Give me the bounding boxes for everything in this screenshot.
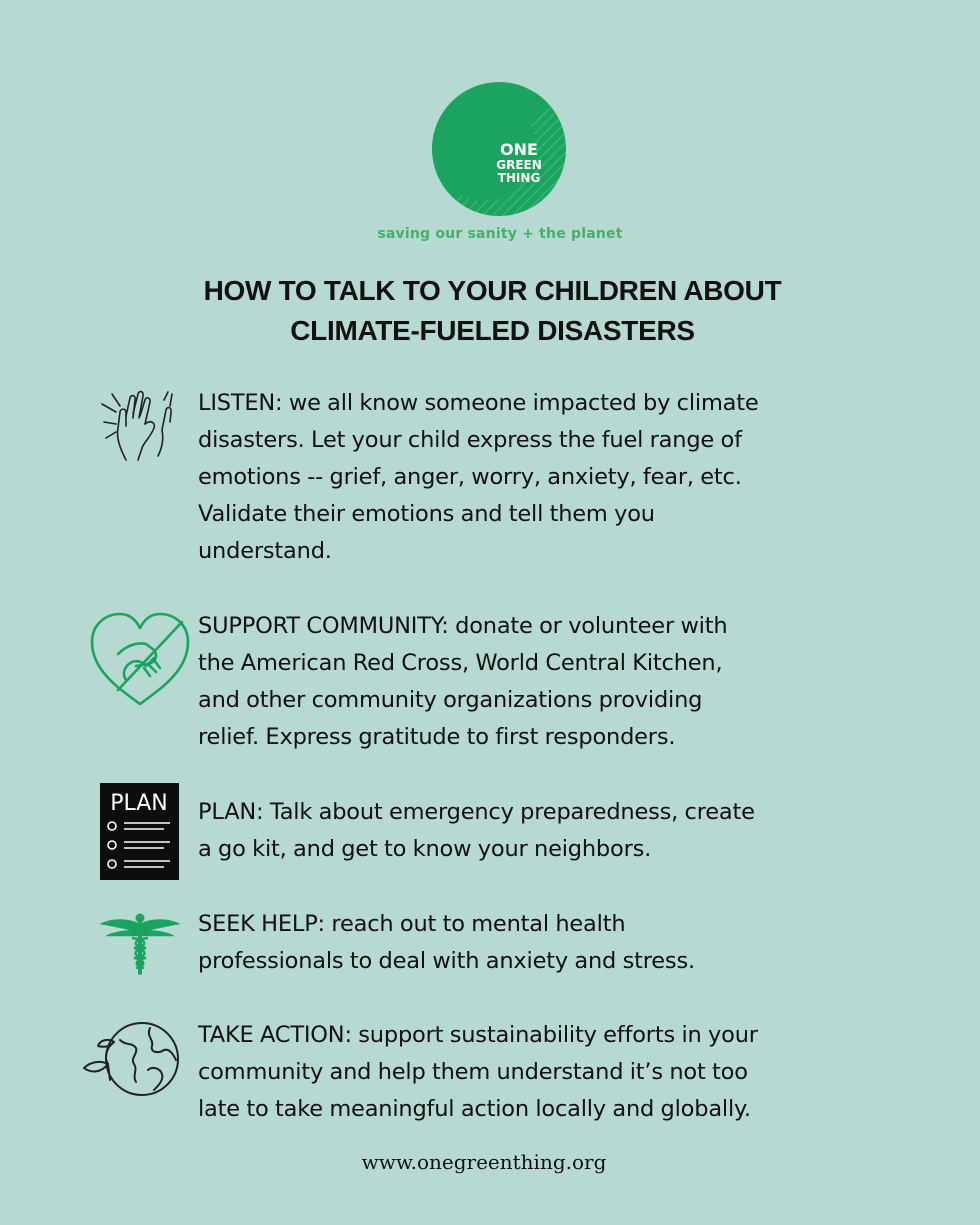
take-action-lead: TAKE ACTION: — [198, 1022, 352, 1048]
support-community-text-2: the American Red Cross, World Central Kitchen, — [198, 650, 723, 676]
support-community-lead: SUPPORT COMMUNITY: — [198, 613, 449, 639]
listen-text-1: we all know someone impacted by climate — [282, 390, 759, 416]
listen-text-3: emotions -- grief, anger, worry, anxiety, fear, etc. — [198, 464, 742, 490]
support-community-text-4: relief. Express gratitude to first responders. — [198, 724, 676, 750]
title-line-2: CLIMATE-FUELED DISASTERS — [290, 315, 695, 346]
caduceus-icon — [98, 910, 182, 976]
seek-help-text-1: reach out to mental health — [324, 911, 626, 937]
plan-lead: PLAN — [198, 799, 257, 825]
plan-item — [198, 794, 898, 868]
plan-text-1: : Talk about emergency preparedness, create — [256, 799, 755, 825]
logo-line-green: GREEN — [496, 158, 542, 172]
page-title — [0, 271, 980, 351]
seek-help-lead: SEEK HELP: — [198, 911, 325, 937]
raised-hands-icon — [98, 386, 180, 466]
tagline: saving our sanity + the planet — [377, 226, 623, 242]
listen-lead: LISTEN: — [198, 390, 283, 416]
seek-help-text-2: professionals to deal with anxiety and stress. — [198, 948, 695, 974]
listen-item — [198, 385, 898, 570]
take-action-text-1: support sustainability efforts in your — [351, 1022, 758, 1048]
logo-line-thing: THING — [497, 171, 541, 185]
listen-text-4: Validate their emotions and tell them you — [198, 501, 655, 527]
plan-text-2: a go kit, and get to know your neighbors. — [198, 836, 652, 862]
plan-checklist-icon — [100, 783, 179, 880]
heart-handshake-icon — [88, 610, 192, 708]
take-action-item — [198, 1017, 898, 1128]
website-url: www.onegreenthing.org — [361, 1150, 607, 1174]
title-line-1: HOW TO TALK TO YOUR CHILDREN ABOUT — [203, 275, 782, 306]
support-community-text-3: and other community organizations providing — [198, 687, 703, 713]
listen-text-5: understand. — [198, 538, 332, 564]
plan-icon-label: PLAN — [110, 791, 168, 816]
one-green-thing-logo — [432, 82, 566, 216]
take-action-text-2: community and help them understand it’s not too — [198, 1059, 748, 1085]
logo-line-one: ONE — [500, 140, 538, 159]
support-community-text-1: donate or volunteer with — [448, 613, 728, 639]
support-community-item — [198, 608, 898, 756]
globe-leaf-icon — [80, 1020, 184, 1098]
listen-text-2: disasters. Let your child express the fuel range of — [198, 427, 742, 453]
seek-help-item — [198, 906, 898, 980]
take-action-text-3: late to take meaningful action locally and globally. — [198, 1096, 751, 1122]
